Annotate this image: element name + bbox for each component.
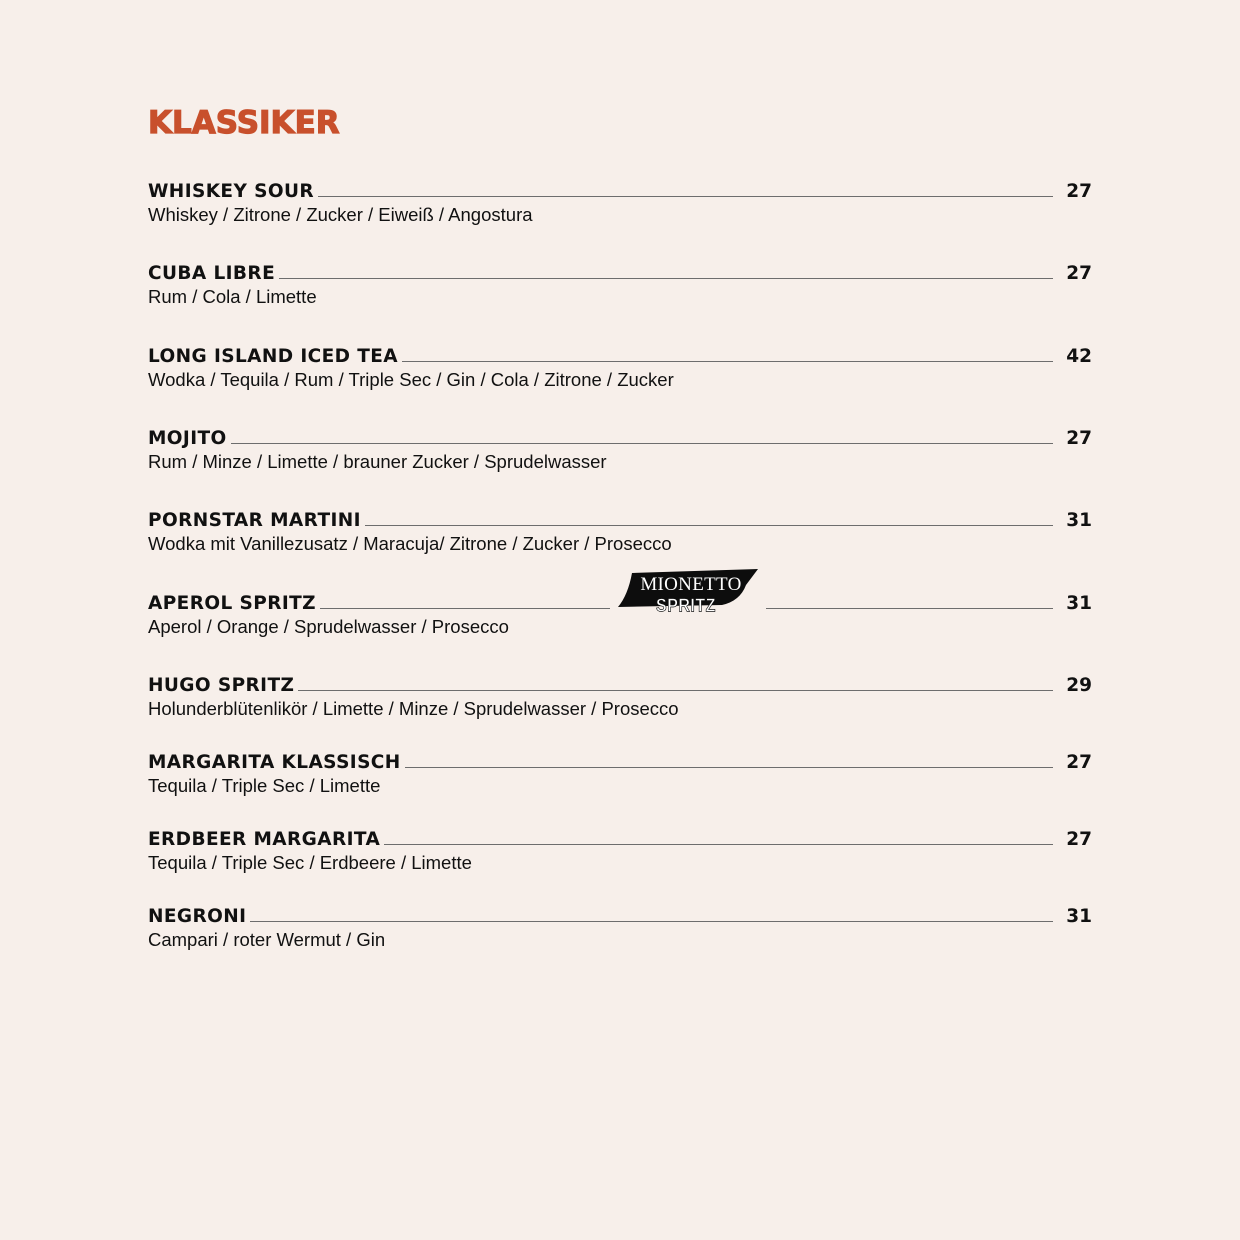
leader-line xyxy=(402,361,1053,362)
menu-item-margarita-klassisch xyxy=(148,748,1092,798)
logo-line2: SPRITZ xyxy=(656,596,716,617)
mionetto-spritz-logo xyxy=(618,574,758,617)
item-price: 31 xyxy=(1066,905,1092,927)
menu-item-hugo-spritz xyxy=(148,671,1092,721)
item-description: Rum / Minze / Limette / brauner Zucker / Sprudelwasser xyxy=(148,451,607,472)
item-price: 27 xyxy=(1066,828,1092,850)
item-name: HUGO SPRITZ xyxy=(148,674,295,696)
item-name: MOJITO xyxy=(148,427,227,449)
menu-item-cuba-libre xyxy=(148,259,1092,309)
item-price: 31 xyxy=(1066,509,1092,531)
item-description: Wodka mit Vanillezusatz / Maracuja/ Zitrone / Zucker / Prosecco xyxy=(148,533,672,554)
menu-item-negroni xyxy=(148,902,1092,952)
item-name: APEROL SPRITZ xyxy=(148,592,316,614)
leader-line xyxy=(365,525,1053,526)
leader-line xyxy=(384,844,1053,845)
menu-item-long-island-iced-tea xyxy=(148,342,1092,392)
leader-line xyxy=(231,443,1053,444)
logo-badge xyxy=(618,569,758,627)
menu-item-whiskey-sour xyxy=(148,177,1092,227)
leader-line xyxy=(405,767,1053,768)
item-name: CUBA LIBRE xyxy=(148,262,276,284)
leader-line xyxy=(298,690,1053,691)
item-description: Rum / Cola / Limette xyxy=(148,286,317,307)
item-price: 27 xyxy=(1066,262,1092,284)
leader-line xyxy=(766,608,1053,609)
item-price: 29 xyxy=(1066,674,1092,696)
item-price: 27 xyxy=(1066,180,1092,202)
item-name: PORNSTAR MARTINI xyxy=(148,509,361,531)
item-name: LONG ISLAND ICED TEA xyxy=(148,345,399,367)
menu-item-mojito xyxy=(148,424,1092,474)
leader-line xyxy=(320,608,610,609)
item-price: 27 xyxy=(1066,751,1092,773)
item-description: Campari / roter Wermut / Gin xyxy=(148,929,386,950)
item-description: Aperol / Orange / Sprudelwasser / Prosecco xyxy=(148,616,509,637)
item-description: Holunderblütenlikör / Limette / Minze / Sprudelwasser / Prosecco xyxy=(148,698,679,719)
item-name: ERDBEER MARGARITA xyxy=(148,828,381,850)
menu-item-erdbeer-margarita xyxy=(148,825,1092,875)
item-price: 42 xyxy=(1066,345,1092,367)
item-name: MARGARITA KLASSISCH xyxy=(148,751,401,773)
item-description: Tequila / Triple Sec / Limette xyxy=(148,775,381,796)
section-title: KLASSIKER xyxy=(148,105,340,141)
item-price: 27 xyxy=(1066,427,1092,449)
item-description: Wodka / Tequila / Rum / Triple Sec / Gin / Cola / Zitrone / Zucker xyxy=(148,369,674,390)
item-description: Tequila / Triple Sec / Erdbeere / Limette xyxy=(148,852,472,873)
menu-item-pornstar-martini xyxy=(148,506,1092,556)
item-name: NEGRONI xyxy=(148,905,247,927)
logo-line1: MIONETTO xyxy=(640,574,742,595)
leader-line xyxy=(250,921,1053,922)
item-price: 31 xyxy=(1066,592,1092,614)
item-description: Whiskey / Zitrone / Zucker / Eiweiß / Angostura xyxy=(148,204,533,225)
menu-item-aperol-spritz xyxy=(148,574,1092,639)
leader-line xyxy=(318,196,1053,197)
leader-line xyxy=(279,278,1053,279)
item-name: WHISKEY SOUR xyxy=(148,180,315,202)
